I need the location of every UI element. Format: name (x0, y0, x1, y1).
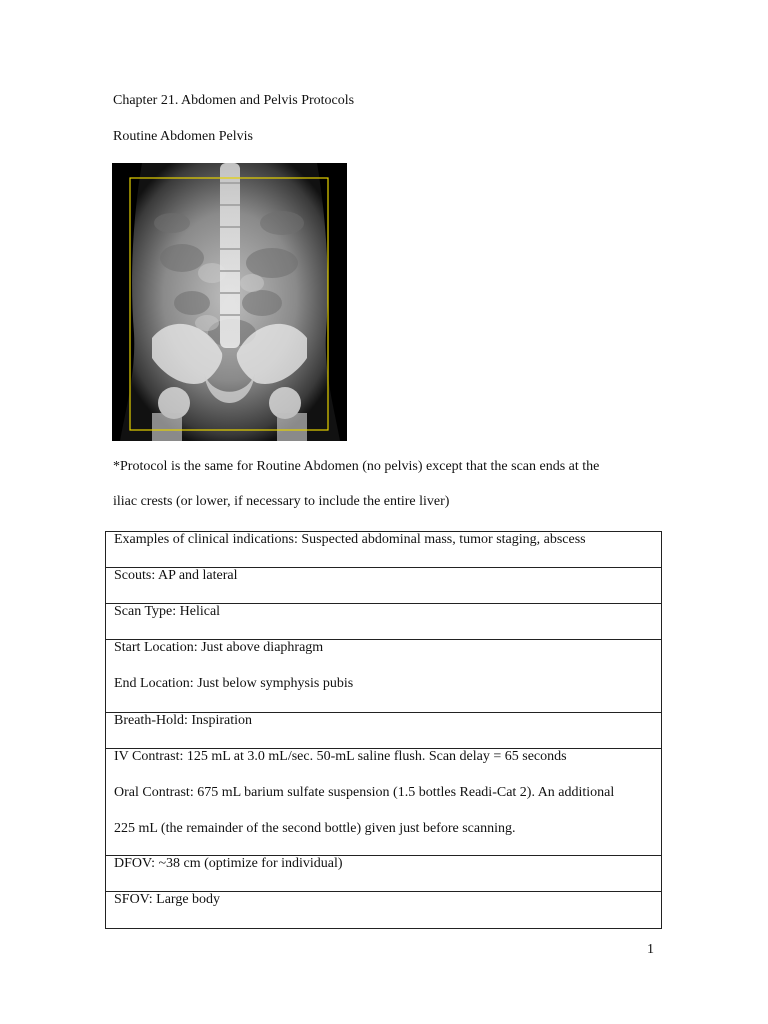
table-cell-text: SFOV: Large body (114, 892, 221, 907)
table-row-indications (106, 532, 661, 568)
table-cell-text: End Location: Just below symphysis pubis (114, 676, 354, 691)
protocol-table (105, 531, 662, 929)
table-cell-text: Examples of clinical indications: Suspected abdominal mass, tumor staging, abscess (114, 532, 586, 547)
table-row-dfov (106, 856, 661, 892)
table-row-sfov (106, 892, 661, 928)
scout-radiograph (112, 163, 347, 441)
page-number: 1 (647, 942, 654, 957)
table-cell-text: DFOV: ~38 cm (optimize for individual) (114, 856, 343, 871)
chapter-title: Chapter 21. Abdomen and Pelvis Protocols (113, 93, 355, 108)
table-row-scan-type (106, 604, 661, 640)
table-cell-text: Start Location: Just above diaphragm (114, 640, 324, 655)
table-row-location (106, 640, 661, 713)
table-cell-text: IV Contrast: 125 mL at 3.0 mL/sec. 50-mL saline flush. Scan delay = 65 seconds (114, 749, 567, 764)
protocol-note-line-2: iliac crests (or lower, if necessary to include the entire liver) (113, 494, 450, 509)
table-cell-text: Oral Contrast: 675 mL barium sulfate suspension (1.5 bottles Readi-Cat 2). An additional (114, 785, 615, 800)
section-title: Routine Abdomen Pelvis (113, 129, 253, 144)
table-cell-text: Scan Type: Helical (114, 604, 221, 619)
table-row-scouts (106, 568, 661, 604)
ct-scout-image (112, 163, 347, 441)
table-cell-text: Scouts: AP and lateral (114, 568, 238, 583)
table-cell-text: 225 mL (the remainder of the second bottle) given just before scanning. (114, 821, 516, 836)
protocol-note-line-1: *Protocol is the same for Routine Abdomen (no pelvis) except that the scan ends at the (113, 459, 600, 474)
table-row-contrast (106, 749, 661, 856)
table-row-breath-hold (106, 713, 661, 749)
table-cell-text: Breath-Hold: Inspiration (114, 713, 253, 728)
